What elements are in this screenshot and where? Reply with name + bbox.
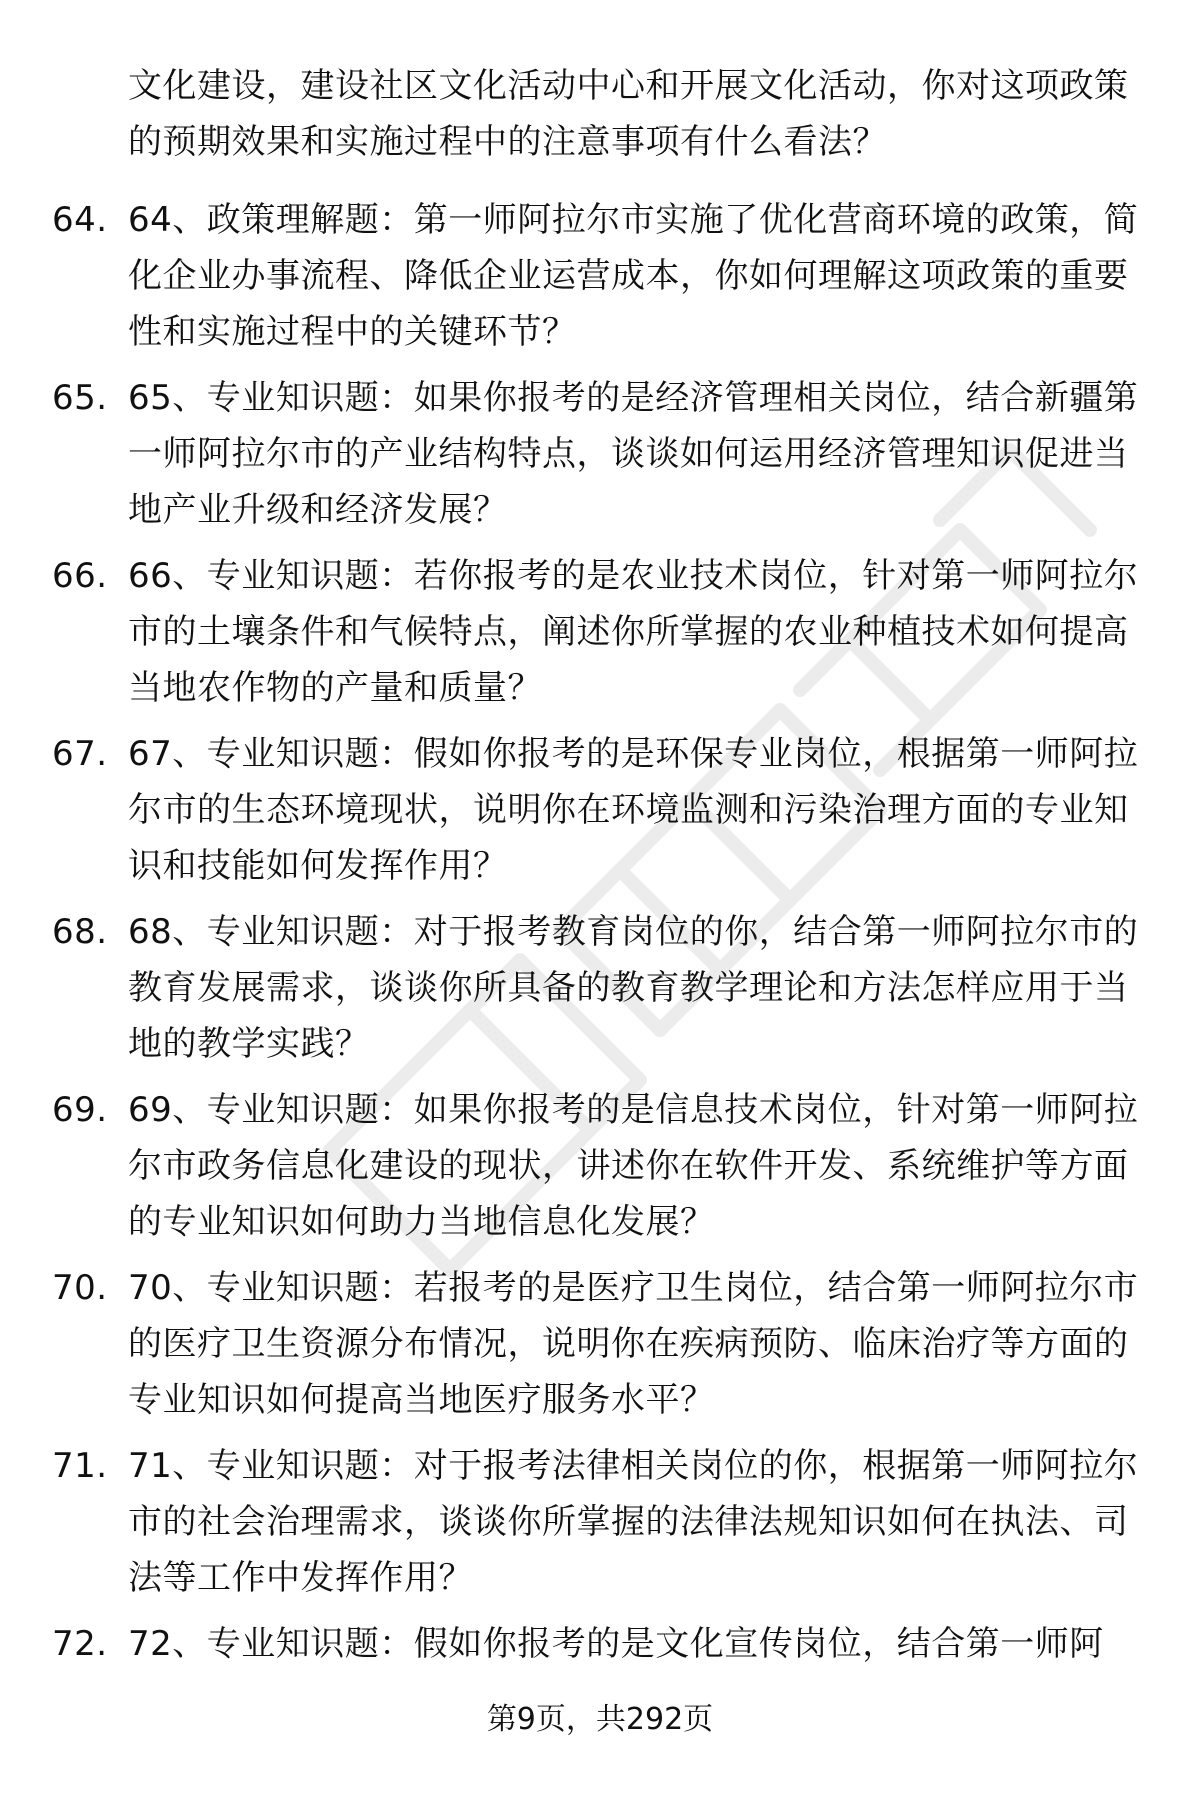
question-item [0,904,1200,1082]
question-list [0,192,1200,1794]
question-text: 69、专业知识题：如果你报考的是信息技术岗位，针对第一师阿拉尔市政务信息化建设的现状，讲述你在软件开发、系统维护等方面的专业知识如何助力当地信息化发展？ [128,1090,1139,1242]
question-item [0,192,1200,370]
question-text: 68、专业知识题：对于报考教育岗位的你，结合第一师阿拉尔市的教育发展需求，谈谈你所具备的教育教学理论和方法怎样应用于当地的教学实践？ [128,912,1139,1064]
question-text: 64、政策理解题：第一师阿拉尔市实施了优化营商环境的政策，简化企业办事流程、降低企业运营成本，你如何理解这项政策的重要性和实施过程中的关键环节？ [128,200,1139,352]
question-number: 67. [52,734,108,774]
page-footer: 第9页，共292页 [486,1702,714,1737]
question-item [0,726,1200,904]
question-item [0,370,1200,548]
question-number: 65. [52,378,108,418]
question-number: 66. [52,556,108,596]
question-text: 65、专业知识题：如果你报考的是经济管理相关岗位，结合新疆第一师阿拉尔市的产业结构特点，谈谈如何运用经济管理知识促进当地产业升级和经济发展？ [128,378,1139,530]
question-text: 71、专业知识题：对于报考法律相关岗位的你，根据第一师阿拉尔市的社会治理需求，谈谈你所掌握的法律法规知识如何在执法、司法等工作中发挥作用？ [128,1446,1139,1598]
question-item [0,548,1200,726]
question-number: 69. [52,1090,108,1130]
question-number: 68. [52,912,108,952]
question-item [0,1260,1200,1438]
question-text: 70、专业知识题：若报考的是医疗卫生岗位，结合第一师阿拉尔市的医疗卫生资源分布情况，说明你在疾病预防、临床治疗等方面的专业知识如何提高当地医疗服务水平？ [128,1268,1139,1420]
question-number: 72. [52,1624,108,1664]
question-text: 72、专业知识题：假如你报考的是文化宣传岗位，结合第一师阿 [128,1624,1104,1664]
question-item [0,1438,1200,1616]
continued-question-text: 文化建设，建设社区文化活动中心和开展文化活动，你对这项政策的预期效果和实施过程中的注意事项有什么看法？ [128,66,1129,162]
question-number: 71. [52,1446,108,1486]
question-item [0,1082,1200,1260]
question-text: 66、专业知识题：若你报考的是农业技术岗位，针对第一师阿拉尔市的土壤条件和气候特点，阐述你所掌握的农业种植技术如何提高当地农作物的产量和质量？ [128,556,1139,708]
question-number: 70. [52,1268,108,1308]
question-text: 67、专业知识题：假如你报考的是环保专业岗位，根据第一师阿拉尔市的生态环境现状，说明你在环境监测和污染治理方面的专业知识和技能如何发挥作用？ [128,734,1139,886]
question-number: 64. [52,200,108,240]
